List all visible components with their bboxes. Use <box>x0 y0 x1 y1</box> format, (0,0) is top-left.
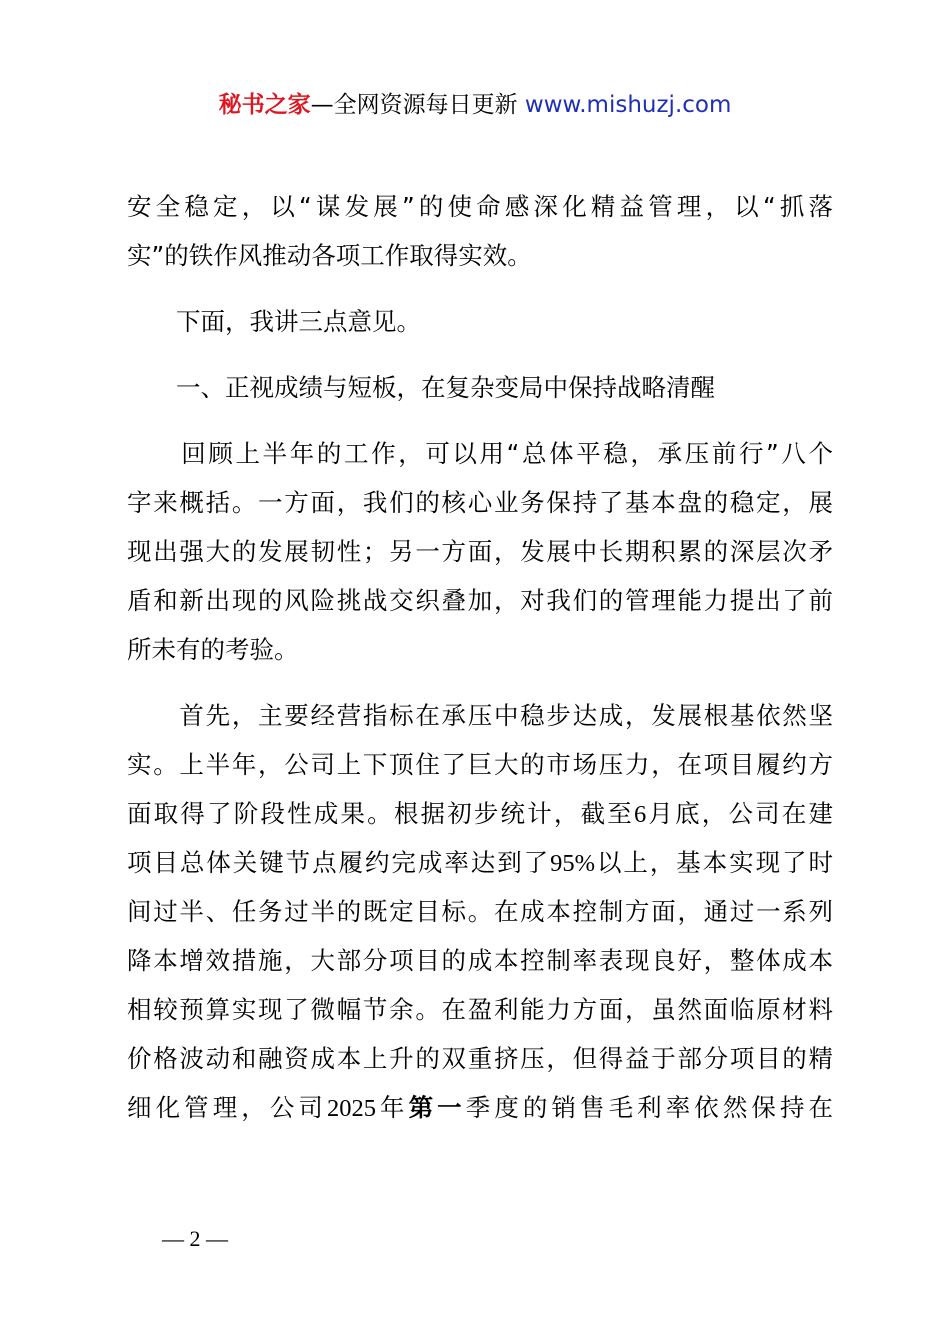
text-line <box>127 789 833 838</box>
text-line: 所未有的考验。 <box>127 635 299 664</box>
page-number: — 2 — <box>162 1226 228 1251</box>
number-segment: 6 <box>633 801 647 828</box>
text-line: 实。上半年，公司上下顶住了巨大的市场压力，在项目履约方 <box>127 750 833 779</box>
page-header <box>0 88 950 122</box>
text-segment: 面取得了阶段性成果。根据初步统计，截至 <box>127 799 634 828</box>
brand-name: 秘书之家 <box>218 92 311 118</box>
number-segment: 2025 <box>326 1095 376 1122</box>
text-line: 字来概括。一方面，我们的核心业务保持了基本盘的稳定，展 <box>127 488 833 517</box>
text-segment: 项目总体关键节点履约完成率达到了 <box>127 848 551 877</box>
text-line <box>127 838 833 887</box>
document-body <box>127 182 833 1132</box>
text-line: 间过半、任务过半的既定目标。在成本控制方面，通过一系列 <box>127 897 833 926</box>
text-line: 回顾上半年的工作，可以用“总体平稳，承压前行”八个 <box>127 439 833 468</box>
text-line: 安全稳定，以“谋发展”的使命感深化精益管理，以“抓落 <box>127 192 833 221</box>
text-line: 实”的铁作风推动各项工作取得实效。 <box>127 241 532 270</box>
text-line: 降本增效措施，大部分项目的成本控制率表现良好，整体成本 <box>127 946 833 975</box>
text-line: 首先，主要经营指标在承压中稳步达成，发展根基依然坚 <box>127 701 833 730</box>
text-line: 相较预算实现了微幅节余。在盈利能力方面，虽然面临原材料 <box>127 995 833 1024</box>
number-segment: 95% <box>550 850 596 877</box>
text-segment: 年 <box>375 1093 409 1122</box>
text-segment: 月底，公司在建 <box>646 799 834 828</box>
bold-text-segment: 第一 <box>408 1093 466 1122</box>
text-line: 现出强大的发展韧性；另一方面，发展中长期积累的深层次矛 <box>127 537 833 566</box>
text-line: 盾和新出现的风险挑战交织叠加，对我们的管理能力提出了前 <box>127 586 833 615</box>
section-heading: 一、正视成绩与短板，在复杂变局中保持战略清醒 <box>127 373 715 402</box>
header-url-link[interactable]: www.mishuzj.com <box>524 92 732 118</box>
text-segment: 季度的销售毛利率依然保持在 <box>465 1093 834 1122</box>
text-line: 下面，我讲三点意见。 <box>127 307 421 336</box>
text-line <box>127 1083 833 1132</box>
text-segment: 以上，基本实现了时 <box>595 848 834 877</box>
text-line: 价格波动和融资成本上升的双重挤压，但得益于部分项目的精 <box>127 1044 833 1073</box>
header-tagline: —全网资源每日更新 <box>310 92 525 118</box>
text-segment: 细化管理，公司 <box>127 1093 327 1122</box>
